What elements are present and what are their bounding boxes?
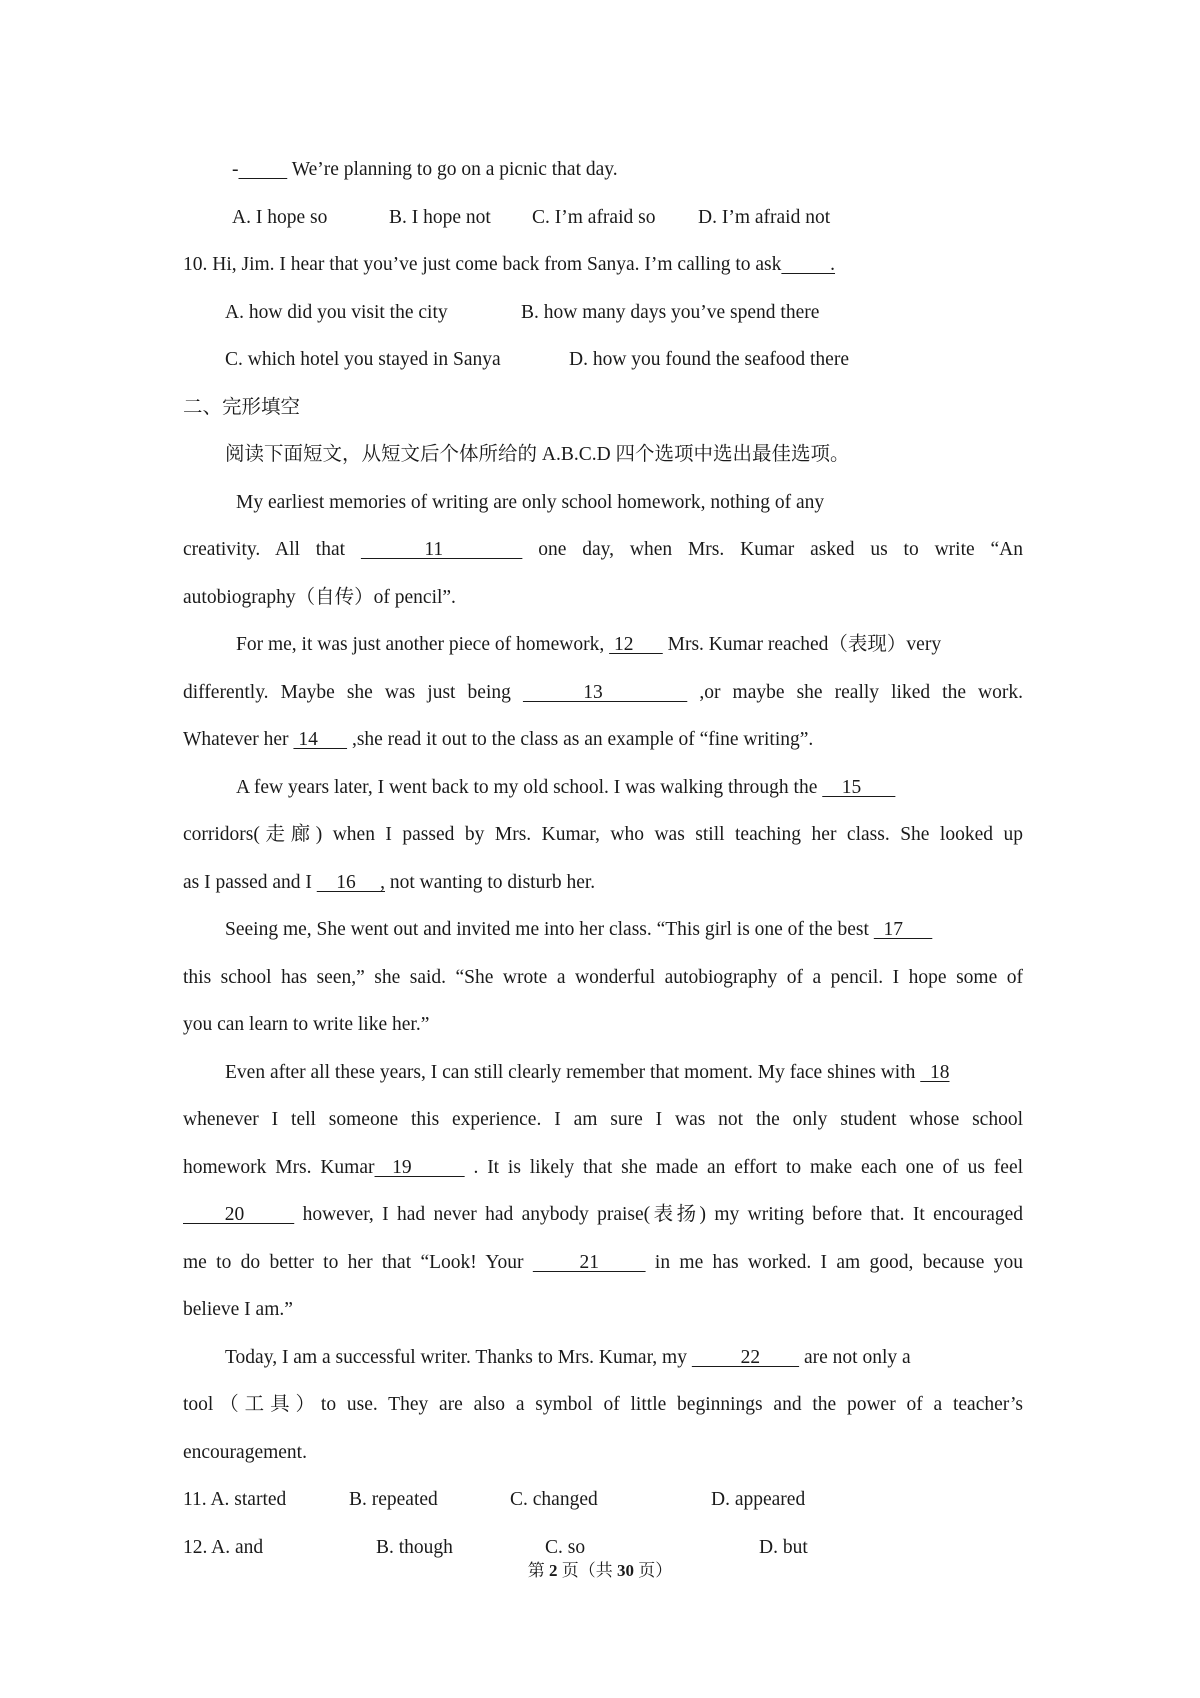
q9-response [232,158,618,182]
q10-blank: . [781,254,836,275]
section-instruction: 阅读下面短文，从短文后个体所给的 A.B.C.D 四个选项中选出最佳选项。 [225,444,850,465]
passage-line: believe I am.” [183,1299,293,1320]
footer-text: 第 [527,1561,549,1580]
passage-line: this school has seen,” she said. “She wrote a wonderful autobiography of a pencil. I hope some of [183,967,1023,988]
passage-line [225,1346,1023,1370]
q9-dash: - [232,159,239,180]
passage-line [236,633,941,657]
passage-line: tool（工具）to use. They are also a symbol of little beginnings and the power of a teacher’s [183,1394,1023,1415]
blank-18: 18 [920,1062,950,1083]
text-segment: in me has worked. I am good, because you [645,1252,1023,1273]
q9-option-a: A. I hope so [232,207,328,228]
passage-line [183,1251,1023,1275]
text-segment: A few years later, I went back to my old school. I was walking through the [236,777,823,798]
q10-stem-text: 10. Hi, Jim. I hear that you’ve just come back from Sanya. I’m calling to ask [183,254,782,275]
blank-16: 16 , [316,872,385,893]
passage-line [225,918,932,942]
q11-option-b: B. repeated [349,1489,438,1510]
q10-option-d: D. how you found the seafood there [569,349,849,370]
text-segment: Seeing me, She went out and invited me into her class. “This girl is one of the best [225,919,874,940]
text-segment: Today, I am a successful writer. Thanks to Mrs. Kumar, my [225,1347,692,1368]
text-segment: ,she read it out to the class as an example of “fine writing”. [347,729,814,750]
blank-21: 21 [532,1252,646,1273]
footer-text: 页（共 [557,1561,617,1580]
q12-option-d: D. but [759,1537,808,1558]
passage-line: you can learn to write like her.” [183,1014,430,1035]
blank-14: 14 [293,729,348,750]
page-total: 30 [617,1561,634,1580]
blank-22: 22 [691,1347,800,1368]
q10-stem [183,253,835,277]
passage-line [183,871,595,895]
passage-line: autobiography（自传）of pencil”. [183,587,456,608]
text-segment: not wanting to disturb her. [385,872,596,893]
text-segment: me to do better to her that “Look! Your [183,1252,533,1273]
text-segment: Even after all these years, I can still clearly remember that moment. My face shines with [225,1062,921,1083]
q10-option-b: B. how many days you’ve spend there [521,302,820,323]
text-segment: creativity. All that [183,539,361,560]
passage-line: whenever I tell someone this experience. I am sure I was not the only student whose school [183,1109,1023,1130]
footer-text: 页） [634,1561,673,1580]
q11-option-c: C. changed [510,1489,598,1510]
q9-option-b: B. I hope not [389,207,491,228]
passage-line: corridors(走廊) when I passed by Mrs. Kumar, who was still teaching her class. She looked up [183,824,1023,845]
blank-11: 11 [360,539,523,560]
passage-line: My earliest memories of writing are only school homework, nothing of any [236,492,825,513]
text-segment: Mrs. Kumar reached（表现）very [662,634,942,655]
q10-option-a: A. how did you visit the city [225,302,448,323]
text-segment: one day, when Mrs. Kumar asked us to write “An [522,539,1023,560]
passage-line [183,681,1023,705]
text-segment: as I passed and I [183,872,317,893]
blank-13: 13 [522,682,688,703]
blank-12: 12 [609,634,663,655]
passage-line [225,1061,950,1085]
passage-line [183,1156,1023,1180]
q12-option-c: C. so [545,1537,586,1558]
section-title: 二、完形填空 [183,397,301,418]
text-segment: however, I had never had anybody praise(表扬) my writing before that. It encouraged [294,1204,1024,1225]
text-segment: For me, it was just another piece of homework, [236,634,610,655]
text-segment: ,or maybe she really liked the work. [687,682,1024,703]
page-footer [0,1560,1200,1582]
passage-line [183,1203,1023,1227]
blank-20: 20 [183,1204,295,1225]
q9-option-d: D. I’m afraid not [698,207,831,228]
q12-option-a: 12. A. and [183,1537,264,1558]
passage-line [183,538,1023,562]
q9-option-c: C. I’m afraid so [532,207,656,228]
passage-line [236,776,895,800]
text-segment: Whatever her [183,729,294,750]
q10-option-c: C. which hotel you stayed in Sanya [225,349,501,370]
q9-blank [239,159,288,180]
page-number: 2 [549,1561,558,1580]
text-segment: . It is likely that she made an effort to make each one of us feel [464,1157,1024,1178]
q11-option-d: D. appeared [711,1489,806,1510]
passage-line: encouragement. [183,1442,307,1463]
text-segment: homework Mrs. Kumar [183,1157,375,1178]
blank-17: 17 [873,919,933,940]
q9-response-text: We’re planning to go on a picnic that day. [287,159,618,180]
text-segment: are not only a [799,1347,911,1368]
q11-option-a: 11. A. started [183,1489,287,1510]
q12-option-b: B. though [376,1537,453,1558]
text-segment: differently. Maybe she was just being [183,682,523,703]
blank-15: 15 [822,777,896,798]
passage-line [183,728,813,752]
blank-19: 19 [374,1157,465,1178]
